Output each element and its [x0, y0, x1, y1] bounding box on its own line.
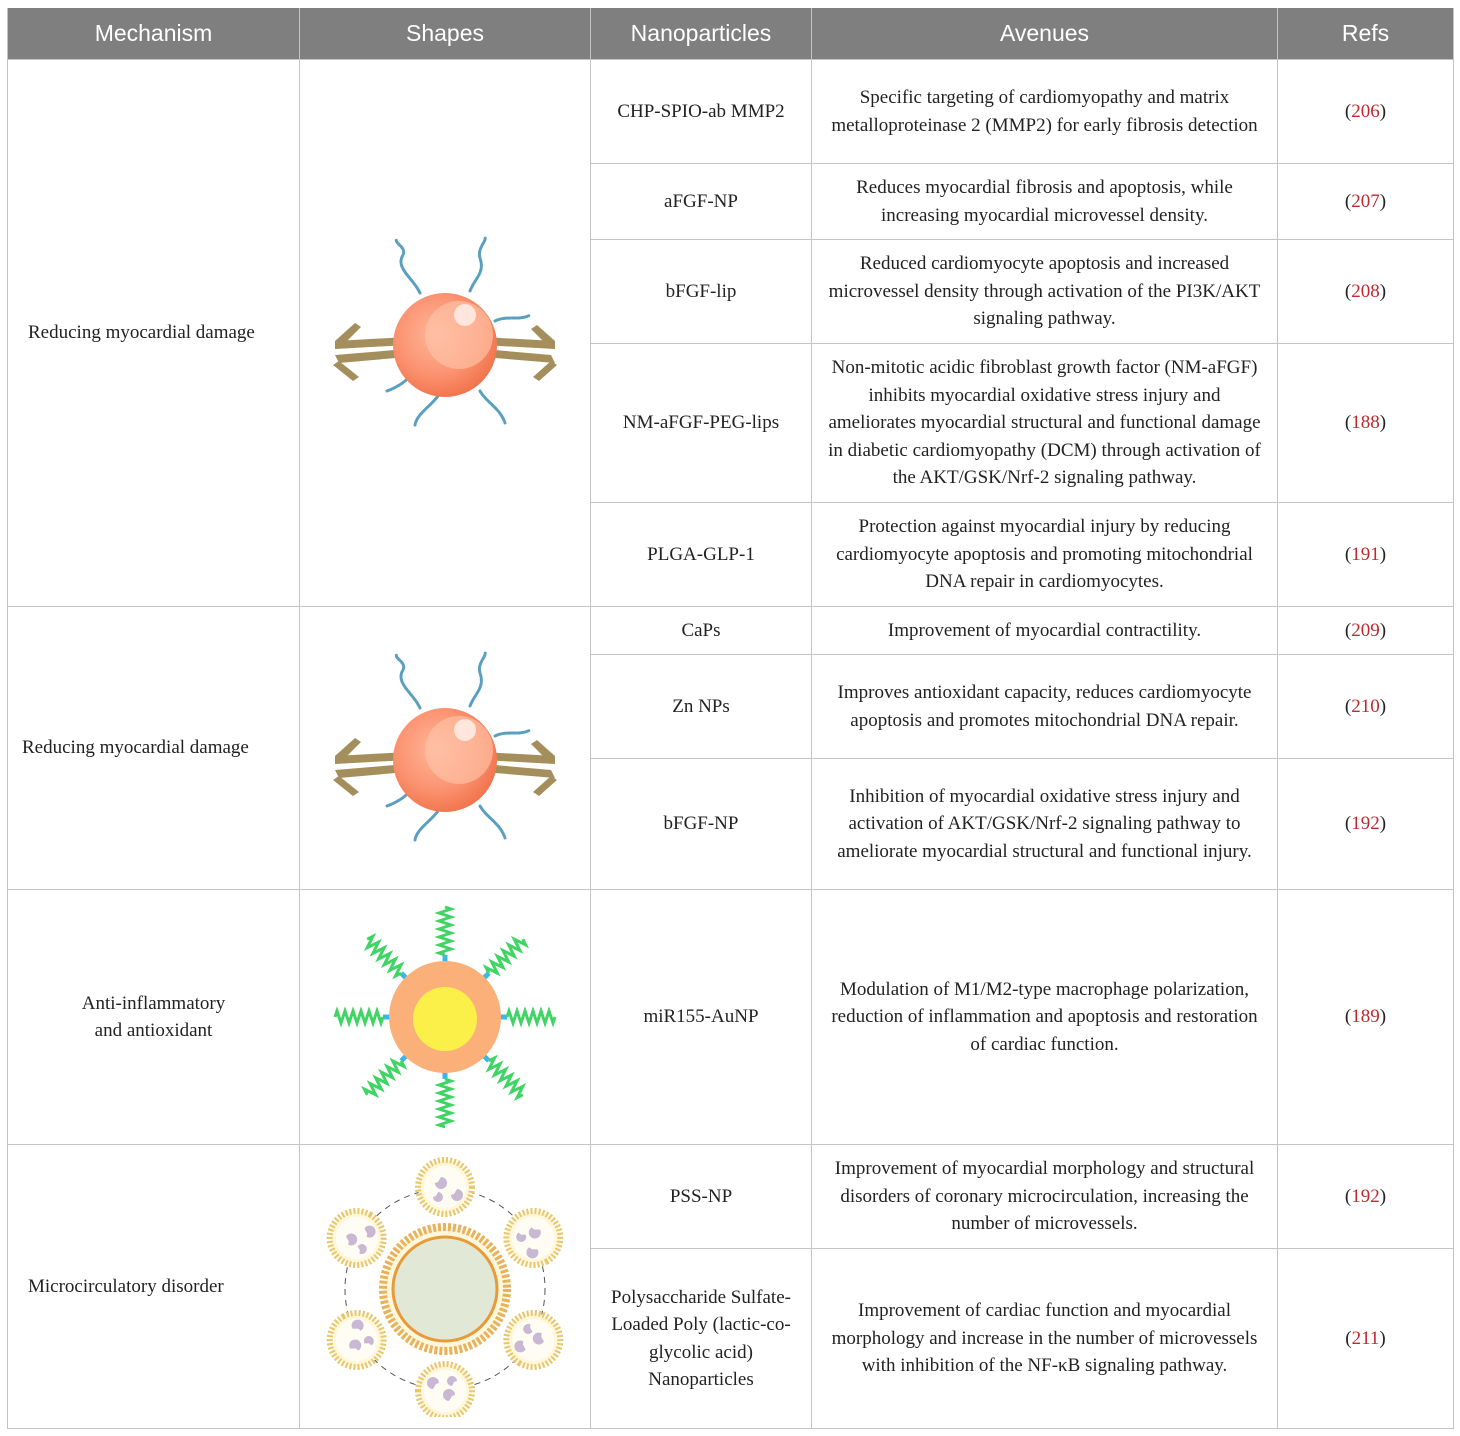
nanoparticle-cell: bFGF-lip [591, 240, 812, 344]
mechanism-cell: Microcirculatory disorder [8, 1145, 300, 1429]
ref-link[interactable]: 210 [1351, 695, 1380, 717]
header-row [8, 8, 1454, 60]
ref-cell: (210) [1278, 655, 1454, 759]
header-nanoparticles: Nanoparticles [591, 8, 812, 60]
ref-cell: (207) [1278, 164, 1454, 240]
avenue-cell: Non-mitotic acidic fibroblast growth factor (NM-aFGF) inhibits myocardial oxidative stress injury and ameliorates myocardial structural and functional damage in diabetic cardiomyopathy (DCM) through activation of the AKT/GSK/Nrf-2 signaling pathway. [812, 344, 1278, 503]
nanoparticle-cell: NM-aFGF-PEG-lips [591, 344, 812, 503]
table-row [8, 1145, 1454, 1249]
ref-link[interactable]: 208 [1351, 280, 1380, 302]
shape-cell [300, 607, 591, 890]
nanoparticle-cell: CHP-SPIO-ab MMP2 [591, 60, 812, 164]
nanoparticle-cell: CaPs [591, 607, 812, 655]
ref-link[interactable]: 206 [1351, 100, 1380, 122]
avenue-cell: Improves antioxidant capacity, reduces cardiomyocyte apoptosis and promotes mitochondrial DNA repair. [812, 655, 1278, 759]
shape-cell [300, 1145, 591, 1429]
avenue-cell: Improvement of myocardial morphology and structural disorders of coronary microcirculation, increasing the number of microvessels. [812, 1145, 1278, 1249]
avenue-cell: Improvement of cardiac function and myocardial morphology and increase in the number of microvessels with inhibition of the NF-κB signaling pathway. [812, 1249, 1278, 1429]
ref-cell: (211) [1278, 1249, 1454, 1429]
shape-cell [300, 890, 591, 1145]
avenue-cell: Improvement of myocardial contractility. [812, 607, 1278, 655]
nanoparticle-table [7, 8, 1454, 1429]
avenue-cell: Specific targeting of cardiomyopathy and matrix metalloproteinase 2 (MMP2) for early fibrosis detection [812, 60, 1278, 164]
ref-cell: (208) [1278, 240, 1454, 344]
table-row [8, 607, 1454, 655]
nanoparticle-cell: aFGF-NP [591, 164, 812, 240]
avenue-cell: Reduces myocardial fibrosis and apoptosis, while increasing myocardial microvessel density. [812, 164, 1278, 240]
antibody-nanoparticle-icon [325, 233, 565, 433]
nanoparticle-cell: Polysaccharide Sulfate-Loaded Poly (lactic-co-glycolic acid) Nanoparticles [591, 1249, 812, 1429]
nanoparticle-cell: PLGA-GLP-1 [591, 503, 812, 607]
ref-cell: (189) [1278, 890, 1454, 1145]
ref-cell: (192) [1278, 759, 1454, 890]
avenue-cell: Inhibition of myocardial oxidative stress injury and activation of AKT/GSK/Nrf-2 signaling pathway to ameliorate myocardial structural and functional injury. [812, 759, 1278, 890]
mechanism-cell: Reducing myocardial damage [8, 607, 300, 890]
ref-cell: (206) [1278, 60, 1454, 164]
liposome-cluster-icon [325, 1157, 565, 1417]
header-refs: Refs [1278, 8, 1454, 60]
nanoparticle-cell: miR155-AuNP [591, 890, 812, 1145]
ref-cell: (191) [1278, 503, 1454, 607]
avenue-cell: Modulation of M1/M2-type macrophage polarization, reduction of inflammation and apoptosis and restoration of cardiac function. [812, 890, 1278, 1145]
ref-link[interactable]: 189 [1351, 1006, 1380, 1028]
ref-link[interactable]: 209 [1351, 619, 1380, 641]
mechanism-cell: Anti-inflammatory and antioxidant [8, 890, 300, 1145]
nanoparticle-cell: bFGF-NP [591, 759, 812, 890]
nanoparticle-cell: PSS-NP [591, 1145, 812, 1249]
header-avenues: Avenues [812, 8, 1278, 60]
antibody-nanoparticle-icon [325, 648, 565, 848]
avenue-cell: Protection against myocardial injury by reducing cardiomyocyte apoptosis and promoting mitochondrial DNA repair in cardiomyocytes. [812, 503, 1278, 607]
ref-cell: (192) [1278, 1145, 1454, 1249]
ref-link[interactable]: 191 [1351, 543, 1380, 565]
nanoparticle-cell: Zn NPs [591, 655, 812, 759]
shape-cell [300, 60, 591, 607]
ref-link[interactable]: 188 [1351, 412, 1380, 434]
ref-cell: (188) [1278, 344, 1454, 503]
header-mechanism: Mechanism [8, 8, 300, 60]
gold-nanoparticle-icon [325, 897, 565, 1137]
avenue-cell: Reduced cardiomyocyte apoptosis and increased microvessel density through activation of the PI3K/AKT signaling pathway. [812, 240, 1278, 344]
table-row [8, 60, 1454, 164]
ref-link[interactable]: 192 [1351, 813, 1380, 835]
header-shapes: Shapes [300, 8, 591, 60]
ref-link[interactable]: 207 [1351, 190, 1380, 212]
table-row [8, 890, 1454, 1145]
ref-link[interactable]: 211 [1351, 1327, 1380, 1349]
ref-link[interactable]: 192 [1351, 1185, 1380, 1207]
ref-cell: (209) [1278, 607, 1454, 655]
mechanism-cell: Reducing myocardial damage [8, 60, 300, 607]
